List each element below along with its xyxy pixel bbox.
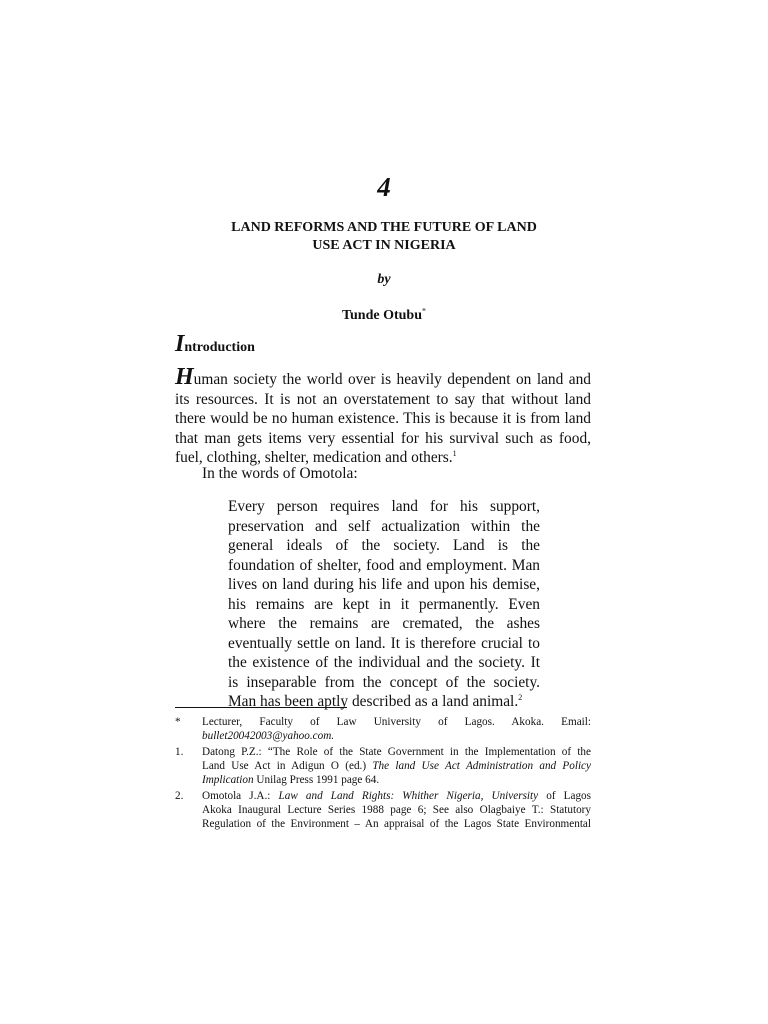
section-heading-text: ntroduction (184, 340, 255, 355)
quote-line: general ideals of the society. Land is the (228, 537, 540, 554)
chapter-title (0, 219, 768, 255)
quote-line: preservation and self actualization within the (228, 517, 540, 535)
footnote-line: Implication Unilag Press 1991 page 64. (202, 774, 380, 786)
quote-line: the existence of the individual and the society. It (228, 654, 540, 671)
paragraph-intro (175, 364, 591, 468)
section-heading (175, 331, 255, 357)
section-heading-initial: I (175, 331, 185, 357)
footnote-mark: * (175, 716, 181, 728)
footnote-1 (175, 745, 591, 787)
paragraph-line: that man gets items very essential for his survival such as food, (175, 429, 591, 447)
chapter-title-line-2: USE ACT IN NIGERIA (312, 238, 456, 253)
footnote-mark: 2. (175, 790, 184, 802)
footnote-ref-2[interactable]: 2 (518, 692, 523, 702)
footnote-line: Datong P.Z.: “The Role of the State Government in the Implementation of the (202, 746, 591, 758)
quote-line: Man has been aptly described as a land animal.$^2$ (228, 692, 523, 710)
paragraph-line: Human society the world over is heavily dependent on land and (175, 364, 591, 390)
author (0, 308, 768, 324)
quote-line: is inseparable from the concept of the society. (228, 673, 540, 691)
footnote-line: Regulation of the Environment – An appraisal of the Lagos State Environmental (202, 818, 591, 830)
quote-line: foundation of shelter, food and employment. Man (228, 556, 540, 574)
footnote-star (175, 715, 591, 743)
footnote-line: Lecturer, Faculty of Law University of Lagos. Akoka. Email: (202, 716, 591, 728)
footnote-2 (175, 789, 591, 831)
byline: by (377, 272, 391, 287)
author-footnote-mark: * (422, 306, 427, 316)
paragraph-line: its resources. It is not an overstatement to say that without land (175, 390, 591, 408)
paragraph-initial: H (175, 364, 194, 390)
paragraph-quote-intro: In the words of Omotola: (202, 465, 358, 482)
footnote-divider (175, 707, 347, 708)
chapter-number: 4 (377, 172, 391, 202)
footnote-line: Land Use Act in Adigun O (ed.) The land Use Act Administration and Policy (202, 760, 591, 772)
quote-line: eventually settle on land. It is therefore crucial to (228, 634, 540, 652)
quote-line: lives on land during his life and upon his demise, (228, 576, 540, 593)
chapter-title-line-1: LAND REFORMS AND THE FUTURE OF LAND (231, 220, 537, 235)
quote-line: where the remains are cremated, the ashes (228, 615, 540, 632)
footnotes (175, 715, 591, 833)
paragraph-line: there would be no human existence. This is because it is from land (175, 410, 591, 427)
author-email-link[interactable]: bullet20042003@yahoo.com. (202, 730, 335, 742)
paragraph-line: fuel, clothing, shelter, medication and others.$^1$ (175, 448, 457, 466)
footnote-mark: 1. (175, 746, 184, 758)
footnote-line: Omotola J.A.: Law and Land Rights: Whither Nigeria, University of Lagos (202, 790, 591, 802)
quote-line: his remains are kept in it permanently. Even (228, 595, 540, 613)
quote-line: Every person requires land for his support, (228, 498, 540, 515)
author-name: Tunde Otubu (341, 308, 423, 323)
block-quote (228, 497, 540, 712)
footnote-line: Akoka Inaugural Lecture Series 1988 page 6; See also Olagbaiye T.: Statutory (202, 804, 591, 816)
footnote-ref-1[interactable]: 1 (452, 448, 457, 458)
